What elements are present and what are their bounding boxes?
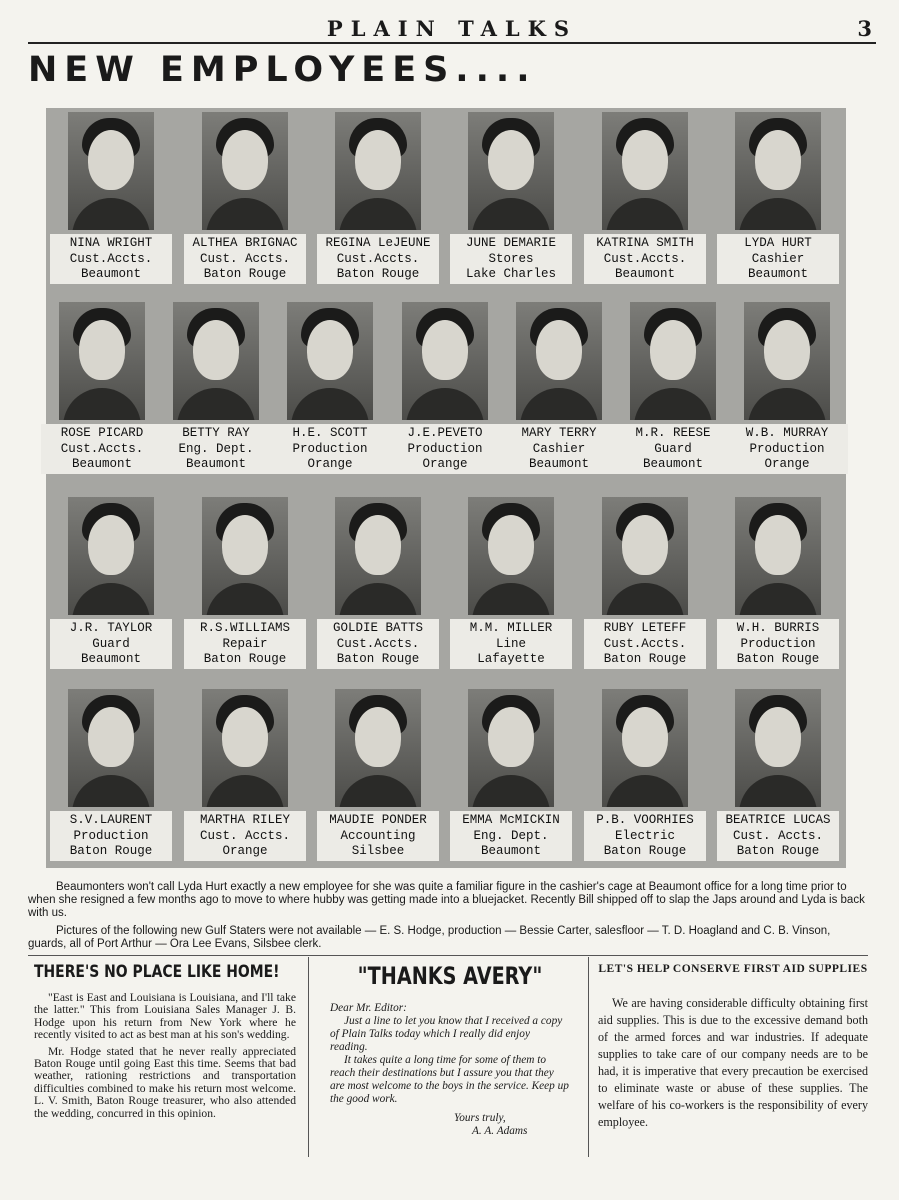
letter-closing: Yours truly, [454,1112,506,1124]
employee-label [717,619,839,669]
employee-card [713,685,846,875]
employee-dept: Cust.Accts. [69,251,153,266]
employee-city: Baton Rouge [203,267,287,281]
photo-shoulders [339,198,417,230]
employee-name: MARTHA RILEY [199,813,290,827]
photo-face [488,130,534,190]
photo-face [79,320,125,380]
photo-face [193,320,239,380]
photo-face [488,515,534,575]
employee-photo [68,689,154,807]
photo-shoulders [63,388,141,420]
employee-dept: Accounting [340,828,416,843]
home-paragraph: "East is East and Louisiana is Louisiana, and I'll take the latter." This from Louisiana Sales Manager J. B. Hodge upon his return from New York where he recently visited to act as best man at his son's wedding. [34,991,296,1042]
employee-label [498,424,620,474]
employee-dept: Cust.Accts. [336,636,420,651]
employee-city: Orange [764,457,810,471]
employee-card [265,298,398,488]
employee-card [46,685,179,875]
photo-face [88,515,134,575]
letter-paragraph: It takes quite a long time for some of them to reach their destinations but I assure you that they are most welcome to the boys in the service. Keep up the good work. [330,1054,569,1105]
employee-label [717,234,839,284]
photo-face [755,515,801,575]
photo-shoulders [472,583,550,615]
photo-shoulders [606,198,684,230]
photo-shoulders [634,388,712,420]
employee-name: BEATRICE LUCAS [725,813,831,827]
letter-paragraph: Just a line to let you know that I received a copy of Plain Talks today which I really did enjoy reading. [330,1015,563,1053]
employee-photo [59,302,145,420]
employee-photo [602,497,688,615]
employee-card [180,108,313,298]
employee-city: Beaumont [480,844,541,858]
employee-name: GOLDIE BATTS [332,621,423,635]
employee-name: J.E.PEVETO [407,426,483,440]
employee-label [184,234,306,284]
employee-city: Orange [307,457,353,471]
employee-label [50,619,172,669]
employee-photo-grid [46,108,846,868]
employee-dept: Repair [222,636,268,651]
employee-name: M.M. MILLER [469,621,553,635]
employee-card [580,108,713,298]
employee-name: ROSE PICARD [60,426,144,440]
photo-shoulders [739,198,817,230]
employee-dept: Production [407,441,483,456]
employee-photo [735,112,821,230]
employee-dept: Cust. Accts. [199,828,290,843]
employee-photo [202,689,288,807]
photo-face [488,707,534,767]
employee-card [180,685,313,875]
employee-name: REGINA LeJEUNE [325,236,431,250]
home-headline: THERE'S NO PLACE LIKE HOME! [34,962,280,982]
employee-label [450,619,572,669]
photo-shoulders [520,388,598,420]
employee-label [717,811,839,861]
column-divider [588,957,589,1157]
employee-city: Beaumont [71,457,132,471]
photo-shoulders [72,198,150,230]
photo-face [222,515,268,575]
photo-shoulders [206,198,284,230]
employee-name: M.R. REESE [635,426,711,440]
photo-shoulders [472,198,550,230]
employee-city: Orange [222,844,268,858]
employee-card [580,685,713,875]
employee-card [46,493,179,683]
employee-city: Beaumont [80,267,141,281]
employee-label [726,424,848,474]
employee-card [722,298,855,488]
employee-photo [735,497,821,615]
photo-face [755,130,801,190]
first-aid-article [598,962,868,1131]
employee-city: Beaumont [747,267,808,281]
photo-shoulders [291,388,369,420]
employee-city: Baton Rouge [603,652,687,666]
employee-city: Baton Rouge [736,652,820,666]
employee-photo [468,689,554,807]
employee-dept: Production [740,636,816,651]
employee-photo [68,112,154,230]
employee-city: Beaumont [642,457,703,471]
employee-dept: Cashier [751,251,805,266]
employee-label [612,424,734,474]
home-paragraph: Mr. Hodge stated that he never really appreciated Baton Rouge until going East this time. Seems that bad weather, rationing restrictions and transportation difficulties combined to make his return most welcome. L. V. Smith, Baton Rouge treasurer, who also attended the wedding, concurred in this opinion. [34,1044,296,1120]
page-header [28,14,876,44]
employee-photo [602,112,688,230]
employee-label [450,811,572,861]
employee-photo [735,689,821,807]
employee-name: S.V.LAURENT [69,813,153,827]
employee-city: Lafayette [477,652,545,666]
employee-name: P.B. VOORHIES [596,813,694,827]
first-aid-headline: LET'S HELP CONSERVE FIRST AID SUPPLIES [598,963,868,975]
photo-face [88,130,134,190]
lyda-hurt-caption: Beaumonters won't call Lyda Hurt exactly a new employee for she was quite a familiar figure in the cashier's cage at Beaumont office for a long time prior to when she resigned a few months ago to move to where hubby was getting made into a bluejacket. Recently Bill shipped off to slap the Japs around and Lyda is back with us. [28,881,865,919]
avery-letter [330,962,570,1138]
employee-label [450,234,572,284]
employee-label [50,234,172,284]
employee-photo [68,497,154,615]
employee-name: RUBY LETEFF [603,621,687,635]
employee-card [313,685,446,875]
employee-label [184,619,306,669]
photo-shoulders [177,388,255,420]
employee-city: Beaumont [528,457,589,471]
photo-shoulders [72,775,150,807]
employee-name: H.E. SCOTT [292,426,368,440]
employee-label [50,811,172,861]
employee-city: Baton Rouge [336,652,420,666]
employee-card [446,685,579,875]
employee-dept: Cashier [532,441,586,456]
employee-label [584,811,706,861]
employee-card [713,108,846,298]
employee-name: W.B. MURRAY [745,426,829,440]
employee-label [584,619,706,669]
employee-city: Baton Rouge [603,844,687,858]
employee-photo [468,497,554,615]
employee-name: EMMA McMICKIN [462,813,560,827]
employee-photo [335,689,421,807]
employee-dept: Cust. Accts. [199,251,290,266]
photo-shoulders [739,775,817,807]
employee-city: Baton Rouge [69,844,153,858]
employee-name: JUNE DEMARIE [465,236,556,250]
employee-dept: Stores [488,251,534,266]
employee-label [317,234,439,284]
employee-name: W.H. BURRIS [736,621,820,635]
column-top-rule [28,955,868,956]
photo-shoulders [606,583,684,615]
letter-signature: A. A. Adams [472,1125,528,1137]
first-aid-body: We are having considerable difficulty obtaining first aid supplies. This is due to the excessive demand both of the armed forces and war industries. If adequate supplies to take care of our company needs are to be had, it is imperative that every precaution be exercised to eliminate waste or abuse of these supplies. The welfare of his co-workers is the responsibility of every employee. [598,996,868,1129]
photo-face [622,130,668,190]
photo-face [622,515,668,575]
employee-name: MARY TERRY [521,426,597,440]
employee-photo [202,497,288,615]
employee-photo [468,112,554,230]
employee-city: Baton Rouge [203,652,287,666]
photo-shoulders [206,583,284,615]
photo-face [355,707,401,767]
page-title: NEW EMPLOYEES.... [28,50,537,90]
employee-card [713,493,846,683]
photo-face [355,515,401,575]
employee-card [580,493,713,683]
column-divider [308,957,309,1157]
employee-label [155,424,277,474]
employee-dept: Production [73,828,149,843]
employee-name: MAUDIE PONDER [329,813,427,827]
employee-photo [287,302,373,420]
employee-dept: Eng. Dept. [473,828,549,843]
avery-headline: "THANKS AVERY" [357,962,543,990]
photo-face [355,130,401,190]
employee-dept: Guard [92,636,130,651]
employee-dept: Cust.Accts. [60,441,144,456]
employee-city: Lake Charles [465,267,556,281]
employee-label [584,234,706,284]
employee-name: ALTHEA BRIGNAC [192,236,298,250]
photo-face [307,320,353,380]
photo-face [755,707,801,767]
employee-name: LYDA HURT [744,236,812,250]
employee-city: Beaumont [80,652,141,666]
employee-label [41,424,163,474]
letter-salutation: Dear Mr. Editor: [330,1002,407,1014]
employee-dept: Line [495,636,526,651]
employee-city: Baton Rouge [736,844,820,858]
employee-card [180,493,313,683]
home-article [34,962,296,1120]
employee-dept: Cust. Accts. [732,828,823,843]
employee-city: Orange [422,457,468,471]
photo-shoulders [472,775,550,807]
employee-photo [630,302,716,420]
photo-face [422,320,468,380]
employee-card [313,108,446,298]
employee-name: KATRINA SMITH [596,236,694,250]
employee-label [269,424,391,474]
employee-dept: Production [292,441,368,456]
employee-card [446,493,579,683]
employee-dept: Guard [654,441,692,456]
employee-city: Beaumont [185,457,246,471]
photo-face [764,320,810,380]
employee-city: Baton Rouge [336,267,420,281]
employee-photo [335,497,421,615]
employee-label [384,424,506,474]
employee-photo [335,112,421,230]
employee-name: J.R. TAYLOR [69,621,153,635]
employee-name: BETTY RAY [182,426,250,440]
employee-dept: Cust.Accts. [603,251,687,266]
employee-label [317,619,439,669]
employee-dept: Electric [614,828,675,843]
employee-dept: Production [749,441,825,456]
photo-shoulders [739,583,817,615]
employee-label [184,811,306,861]
employee-label [317,811,439,861]
employee-photo [173,302,259,420]
photo-face [650,320,696,380]
not-available-caption: Pictures of the following new Gulf Staters were not available — E. S. Hodge, production — Bessie Carter, salesfloor — T. D. Hoagland and C. B. Vinson, guards, all of Port Arthur — Ora Lee Evans, Silsbee clerk. [28,925,831,950]
page-number: 3 [857,16,872,41]
employee-photo [602,689,688,807]
employee-photo [202,112,288,230]
photo-shoulders [339,775,417,807]
employee-card [446,108,579,298]
employee-city: Silsbee [351,844,405,858]
employee-dept: Eng. Dept. [178,441,254,456]
photo-shoulders [748,388,826,420]
photo-face [222,130,268,190]
employee-name: NINA WRIGHT [69,236,153,250]
photo-shoulders [606,775,684,807]
photo-shoulders [206,775,284,807]
photo-face [622,707,668,767]
photo-face [222,707,268,767]
photo-shoulders [339,583,417,615]
employee-card [46,108,179,298]
employee-city: Beaumont [614,267,675,281]
employee-card [313,493,446,683]
photo-shoulders [72,583,150,615]
employee-photo [516,302,602,420]
photo-face [536,320,582,380]
employee-dept: Cust.Accts. [603,636,687,651]
masthead: PLAIN TALKS [326,16,578,41]
employee-photo [744,302,830,420]
photo-face [88,707,134,767]
employee-dept: Cust.Accts. [336,251,420,266]
employee-photo [402,302,488,420]
photo-shoulders [406,388,484,420]
employee-name: R.S.WILLIAMS [199,621,290,635]
